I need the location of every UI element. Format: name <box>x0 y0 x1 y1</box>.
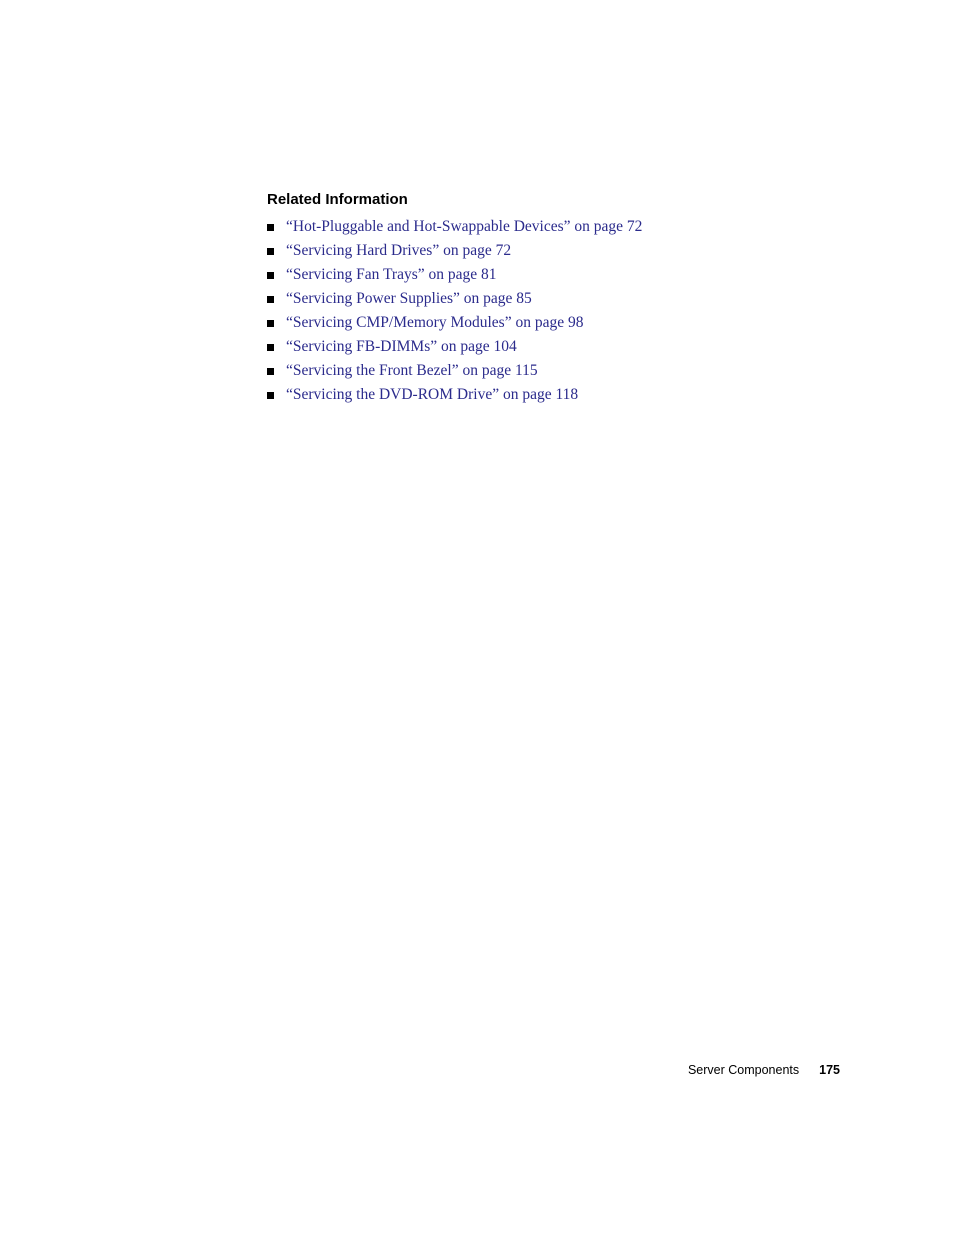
link-servicing-cmp-memory-modules[interactable]: “Servicing CMP/Memory Modules” on page 98 <box>286 314 584 331</box>
page-footer <box>688 1063 840 1077</box>
link-servicing-power-supplies[interactable]: “Servicing Power Supplies” on page 85 <box>286 290 532 307</box>
related-information-heading: Related Information <box>267 191 408 208</box>
footer-page-number: 175 <box>819 1063 840 1077</box>
list-item <box>267 287 867 311</box>
list-item <box>267 335 867 359</box>
link-servicing-fan-trays[interactable]: “Servicing Fan Trays” on page 81 <box>286 266 497 283</box>
square-bullet-icon <box>267 344 274 351</box>
square-bullet-icon <box>267 368 274 375</box>
square-bullet-icon <box>267 224 274 231</box>
related-information-section <box>267 190 867 407</box>
link-servicing-front-bezel[interactable]: “Servicing the Front Bezel” on page 115 <box>286 362 538 379</box>
list-item <box>267 383 867 407</box>
list-item <box>267 215 867 239</box>
footer-section-name: Server Components <box>687 1063 800 1077</box>
link-servicing-dvd-rom-drive[interactable]: “Servicing the DVD-ROM Drive” on page 118 <box>286 386 579 403</box>
square-bullet-icon <box>267 296 274 303</box>
square-bullet-icon <box>267 320 274 327</box>
list-item <box>267 263 867 287</box>
square-bullet-icon <box>267 272 274 279</box>
link-servicing-hard-drives[interactable]: “Servicing Hard Drives” on page 72 <box>286 242 512 259</box>
square-bullet-icon <box>267 392 274 399</box>
list-item <box>267 359 867 383</box>
list-item <box>267 239 867 263</box>
link-servicing-fb-dimms[interactable]: “Servicing FB-DIMMs” on page 104 <box>286 338 517 355</box>
link-hot-pluggable-devices[interactable]: “Hot-Pluggable and Hot-Swappable Devices” on page 72 <box>286 218 643 235</box>
list-item <box>267 311 867 335</box>
related-links-list <box>267 215 867 407</box>
square-bullet-icon <box>267 248 274 255</box>
